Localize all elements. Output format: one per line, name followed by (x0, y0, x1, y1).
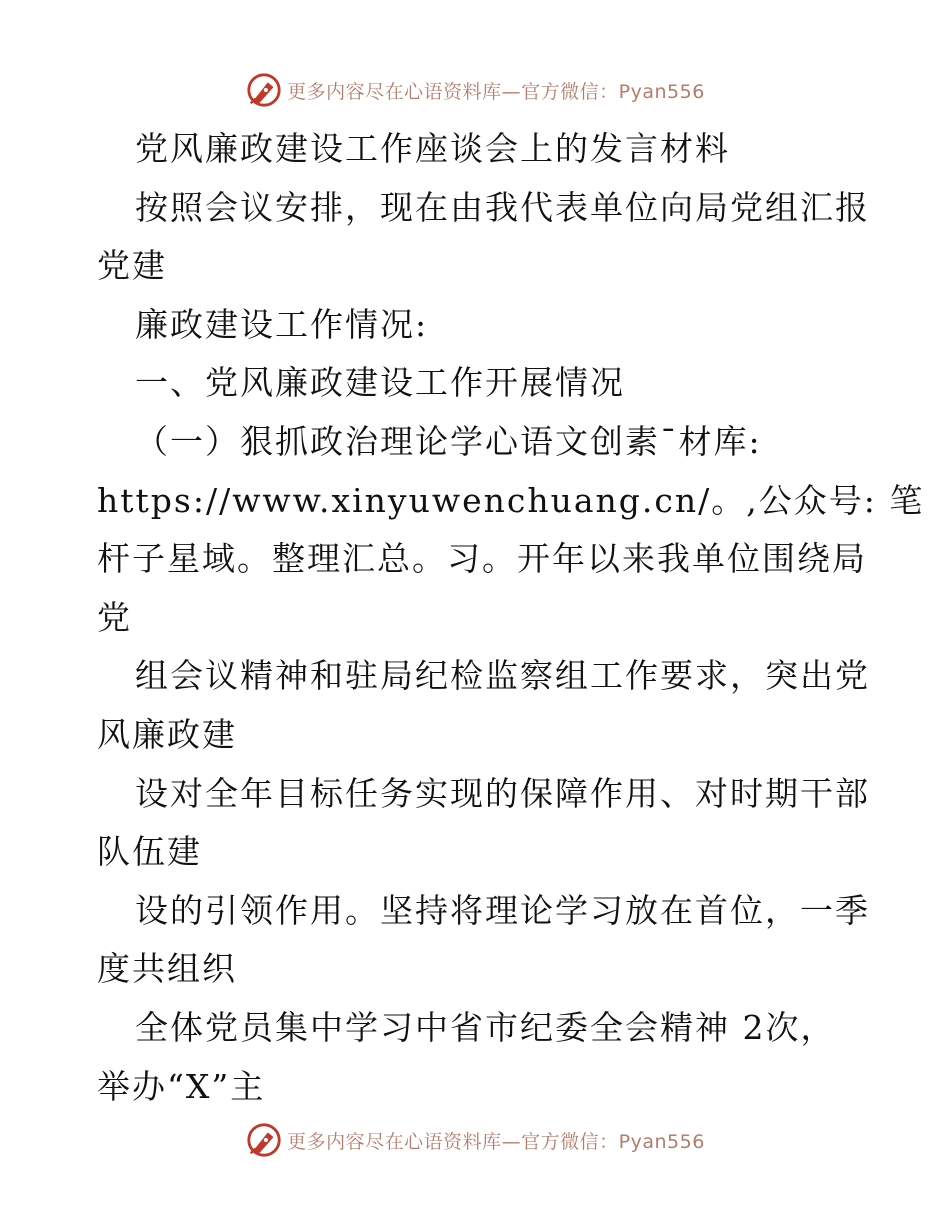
paragraph-line: 队伍建 (97, 832, 202, 872)
header-watermark-banner (0, 70, 950, 110)
section-heading: 一、党风廉政建设工作开展情况 (135, 363, 625, 403)
footer-banner-text: 更多内容尽在心语资料库—官方微信：Pyan556 (287, 1130, 705, 1153)
paragraph-line: 党 (97, 597, 132, 637)
footer-watermark-banner (0, 1120, 950, 1160)
paragraph-line: 举办“X”主 (97, 1066, 266, 1106)
paragraph-line: 廉政建设工作情况: (135, 304, 429, 344)
header-banner-text: 更多内容尽在心语资料库—官方微信：Pyan556 (287, 80, 705, 103)
paragraph-line: 设的引领作用。坚持将理论学习放在首位，一季 (135, 890, 870, 930)
paragraph-line: 全体党员集中学习中省市纪委全会精神 2次， (135, 1007, 836, 1047)
paragraph-line: 度共组织 (97, 949, 237, 989)
paragraph-line: 按照会议安排，现在由我代表单位向局党组汇报 (135, 187, 870, 227)
paragraph-line: 杆子星域。整理汇总。习。开年以来我单位围绕局 (97, 539, 867, 579)
document-body (97, 120, 925, 1116)
paragraph-line: 设对全年目标任务实现的保障作用、对时期干部 (135, 773, 870, 813)
paragraph-line: 党建 (97, 246, 167, 286)
pen-nib-logo-icon (245, 1121, 283, 1159)
subsection-heading: （一）狠抓政治理论学心语文创素¯材库: (135, 421, 762, 461)
paragraph-line: 风廉政建 (97, 714, 237, 754)
document-title: 党风廉政建设工作座谈会上的发言材料 (135, 129, 730, 168)
pen-nib-logo-icon (245, 71, 283, 109)
paragraph-line: 组会议精神和驻局纪检监察组工作要求，突出党 (135, 656, 870, 696)
paragraph-line: https://www.xinyuwenchuang.cn/。,公众号: 笔 (97, 480, 925, 520)
